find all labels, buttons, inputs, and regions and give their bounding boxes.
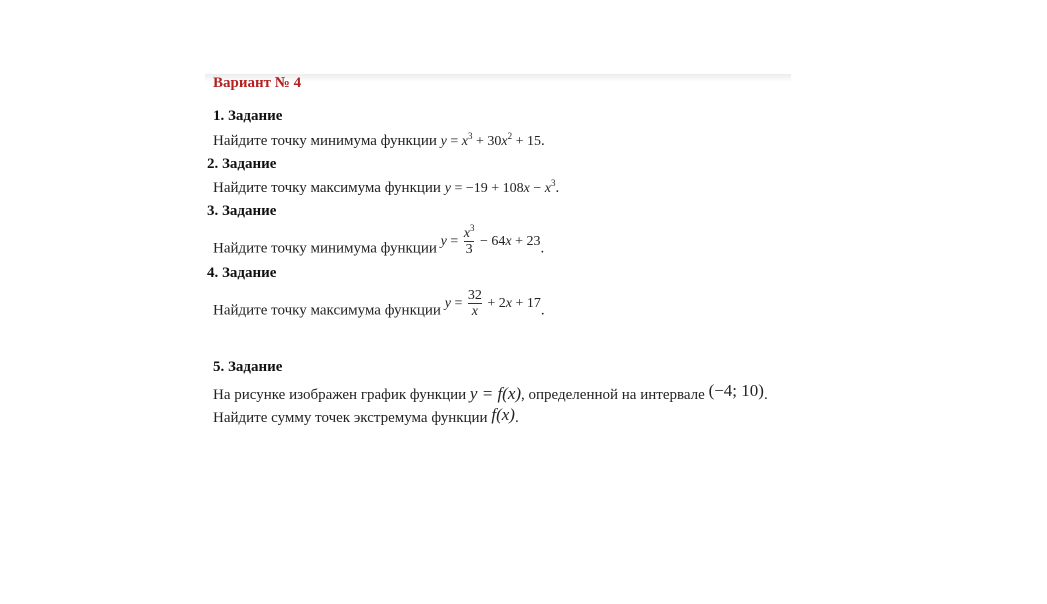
variant-title: Вариант № 4: [213, 75, 302, 91]
task-5-text-2: Найдите сумму точек экстремума функции: [213, 410, 488, 426]
task-4-fraction: $\frac{32}{x}$: [467, 288, 482, 319]
task-3-formula: y = $\frac{x^3}{3}$ − 64x + 23: [440, 223, 541, 257]
task-5-interval: (−4; 10): [708, 381, 764, 400]
task-3-title: 3. Задание: [207, 203, 277, 219]
task-4-title: 4. Задание: [207, 265, 277, 281]
task-2-title: 2. Задание: [207, 156, 277, 172]
task-5-line-2: Найдите сумму точек экстремума функции f(x).: [213, 405, 519, 426]
task-5-line-1: На рисунке изображен график функции y = f(x), определенной на интервале (−4; 10).: [213, 381, 768, 403]
task-3-fraction: $\frac{x^3}{3}$: [463, 223, 475, 257]
task-1-text: Найдите точку минимума функции: [213, 133, 437, 149]
task-3-text: Найдите точку минимума функции: [213, 240, 437, 257]
task-2-line: Найдите точку максимума функции $y = -19 + 108x - x^3$.: [213, 178, 560, 196]
task-3-line: Найдите точку минимума функции y = $\frac{x^3}{3}$ − 64x + 23.: [213, 223, 545, 257]
task-5-title: 5. Задание: [213, 359, 283, 375]
task-5-text-mid: , определенной на интервале: [521, 387, 705, 403]
task-5-formula-function: y = f(x): [469, 384, 522, 403]
task-4-line: Найдите точку максимума функции y = $\frac{32}{x}$ + 2x + 17.: [213, 288, 545, 319]
task-4-formula: y = $\frac{32}{x}$ + 2x + 17: [444, 288, 541, 319]
task-5-formula-f: f(x): [491, 405, 515, 424]
task-2-text: Найдите точку максимума функции: [213, 180, 441, 196]
task-1-formula: $y = x^3 + 30x^2 + 15$: [440, 131, 542, 149]
task-5-text-1: На рисунке изображен график функции: [213, 387, 467, 403]
task-1-title: 1. Задание: [213, 108, 283, 124]
task-2-formula: $y = -19 + 108x - x^3$: [444, 178, 556, 196]
task-1-line: Найдите точку минимума функции $y = x^3 + 30x^2 + 15$.: [213, 131, 545, 149]
task-4-text: Найдите точку максимума функции: [213, 302, 441, 319]
